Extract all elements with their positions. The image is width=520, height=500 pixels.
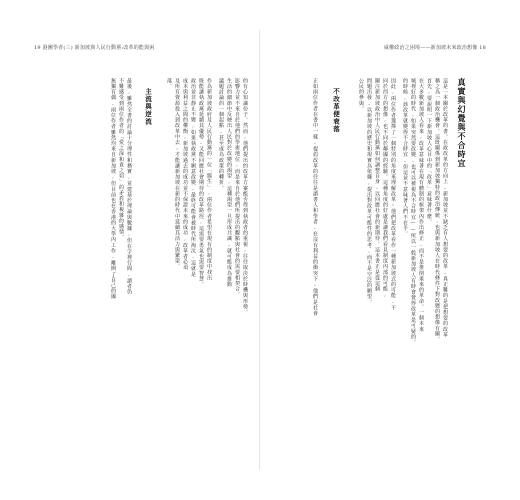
paragraph-column: 在大多數新加坡人看來,改革意味著在現有體制的框架內作出修正,而不是推倒重來的革命。一個本來 <box>418 78 424 332</box>
paragraph-column: 首先,要說明一下新加坡人心目中的「改革」意味著什麼。 <box>426 78 432 225</box>
paragraph-column: 最後,雖然全書的討論十分理性和務實,並建基於理論與數據,但在字裡行間,讀者仍 <box>126 78 132 295</box>
paragraph-column: 城裡好的時代,如果突然要改變,也可以被視為不合時宜——所以一般新加坡人有時會覺得改革是可疑的。 <box>410 78 416 346</box>
paragraph-column: 政治並非靜止不變,如果執政黨不願意改變,最終可能會被時代所淘汰,這就是 <box>190 78 196 277</box>
paragraph-column: 無獨有偶,兩位作者雖然均來自新加坡,但目前也在香港的大學內工作,離開了自己的國 <box>110 78 116 300</box>
paragraph-column: 議題討論的一個起點,甚至成為政策的轉折。 <box>218 78 224 191</box>
paragraph-column: 關注新加坡政治中人民行動黨如何調整自身,以回應社會的新期待。這本書正是從這個 <box>374 78 380 292</box>
chapter-title: 真實與幻覺與不合時宜 <box>457 78 467 168</box>
section-title: 不改革便衰落 <box>332 88 340 133</box>
paragraph-column: 影響力並不來自於他們的學術地位,而是來自於他們所提出的觀點與社會的需要相契合。 <box>234 78 240 298</box>
right-page <box>270 78 466 413</box>
paragraph-column: 落。 <box>166 78 172 90</box>
paragraph-column: 的時候,該改革就變得不合時宜,但這並不意味著人們不在乎。 <box>402 78 408 237</box>
paragraph-column: 這是一本關於改革的書。在政改革的方向上,新加坡並不缺乏有人想要的改革,真正難的是把想要的改革 <box>442 78 448 338</box>
paragraph-column: 正如兩位作者在書中一樣,提倡改革的往往是讀書人和學者,在沒有利益的衝突下,他們是社會 <box>312 78 318 317</box>
page-gutter <box>259 30 260 470</box>
paragraph-column: 公民的參與。 <box>358 78 364 112</box>
paragraph-column: 成本與利益之間的權衡,新加坡過去的成功並不保證未來的成功,改革者必須 <box>182 78 188 271</box>
paragraph-column: 問題出發,以新加坡的歷史和現實為依據,提出對改革可能性的思考,而不是空泛的願望。 <box>366 78 372 305</box>
paragraph-column: 及所有資源投入到改革中去,才能讓新加坡在新的時代中延續其活力與繁榮。 <box>174 78 180 270</box>
paragraph-column: 的有心知識份子。然而,他們提出的改革方案能否得到執政者的重視,往往取決於時機與形勢。 <box>242 78 248 316</box>
left-page <box>88 78 248 413</box>
left-running-header: 19 港團學者(三) 新加坡與人民行動黨:改革的能與困 <box>34 45 155 51</box>
paragraph-column: 既能讓執政黨延續其優勢,又能回應社會期待的改革路徑,這需要勇氣也需要智慧。 <box>198 78 204 288</box>
paragraph-column: 稱之為一個政治機會。這既關係到新加坡獨特的政治傳統,也與新加坡人在時代條件下對改變的想像有關。 <box>434 78 440 343</box>
section-title: 主流與逆流 <box>144 88 152 126</box>
paragraph-column: 作為新加坡政府及人民行動黨的一位「醫生」,兩位作者希望在現有的制度中找出 <box>206 78 212 281</box>
paragraph-column: 不難感受到兩位作者的「愛之深和責之切」的矛盾和複雜的感情。 <box>118 78 124 241</box>
right-running-header: 威權政治之困境——新加坡未來政治想像 18 <box>383 45 486 51</box>
paragraph-column: 生活的細節中反映出人民對於改變的渴望,這種渴望一旦形成共識,就可能成為推動 <box>226 78 232 288</box>
paragraph-column: 因此,兩位作者選擇了一個特別的角度來理解改革:他們把改革看作一種新加坡式的可能,不 <box>390 78 396 311</box>
paragraph-column: 同於西方的想像,也不同於鄰國的經驗。這種角度的好處是讓我們看見制度內部的可能, <box>382 78 388 299</box>
